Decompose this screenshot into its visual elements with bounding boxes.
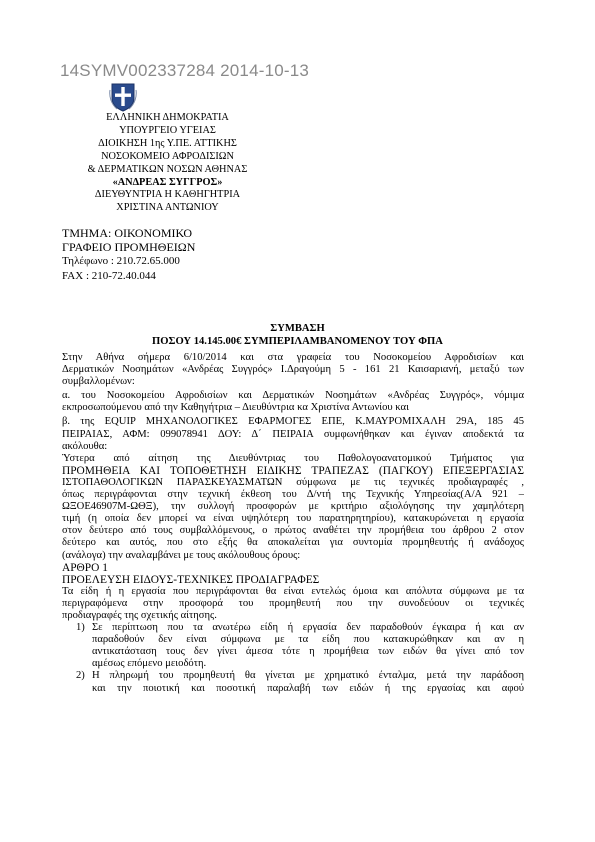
department-block bbox=[62, 226, 195, 283]
paragraph-line: ΠΡΟΜΗΘΕΙΑ ΚΑΙ ΤΟΠΟΘΕΤΗΣΗ ΕΙΔΙΚΗΣ ΤΡΑΠΕΖΑΣ (ΠΑΓΚΟΥ) ΕΠΕΞΕΡΓΑΣΙΑΣ bbox=[62, 464, 524, 477]
article-title: ΠΡΟΕΛΕΥΣΗ ΕΙΔΟΥΣ-ΤΕΧΝΙΚΕΣ ΠΡΟΔΙΑΓΡΑΦΕΣ bbox=[62, 573, 320, 586]
body-line: Δερματικών Νοσημάτων «Ανδρέας Συγγρός» Ι.Δραγούμη 5 - 161 21 Καισαριανή, μεταξύ των bbox=[62, 364, 524, 376]
department-phone: Τηλέφωνο : 210.72.65.000 bbox=[62, 255, 180, 268]
paragraph-line: (ανάλογα) την αναλαμβάνει με τους ακόλουθους όρους: bbox=[62, 549, 301, 561]
party-b-line: ΠΕΙΡΑΙΑΣ, ΑΦΜ: 099078941 ΔΟΥ: Δ΄ ΠΕΙΡΑΙΑ συμφωνήθηκαν και έγιναν αποδεκτά τα bbox=[62, 428, 524, 440]
header-line: ΧΡΙΣΤΙΝΑ ΑΝΤΩΝΙΟΥ bbox=[116, 202, 219, 214]
list-item-line: αμέσως επόμενο μειοδότη. bbox=[92, 658, 207, 670]
paragraph-line: ΙΣΤΟΠΑΘΟΛΟΓΙΚΩΝ ΠΑΡΑΣΚΕΥΑΣΜΑΤΩΝ σύμφωνα με τις τεχνικές προδιαγραφές , bbox=[62, 476, 524, 488]
party-a-line: α. του Νοσοκομείου Αφροδισίων και Δερματικών Νοσημάτων «Ανδρέας Συγγρός», νόμιμα bbox=[62, 390, 524, 402]
document-id-stamp: 14SYMV002337284 2014-10-13 bbox=[60, 61, 310, 80]
contract-title: ΣΥΜΒΑΣΗ bbox=[270, 323, 325, 334]
contract-body bbox=[62, 352, 524, 695]
department-line: ΤΜΗΜΑ: ΟΙΚΟΝΟΜΙΚΟ bbox=[62, 226, 193, 240]
paragraph-line: όπως περιγράφονται στην τεχνική έκθεση του Δ/ντή της Τεχνικής Υπηρεσίας(Α/Α 921 – bbox=[62, 489, 524, 501]
paragraph-line: Ύστερα από αίτηση της Διευθύντριας του Παθολογοανατομικού Τμήματος για bbox=[62, 452, 524, 464]
department-line: ΓΡΑΦΕΙΟ ΠΡΟΜΗΘΕΙΩΝ bbox=[62, 240, 196, 255]
paragraph-line: ΩΞΟΕ46907Μ-ΩΘΞ), την συλλογή προσφορών με κριτήριο αξιολόγησης την χαμηλότερη bbox=[62, 501, 524, 513]
header-line: ΔΙΟΙΚΗΣΗ 1ης Υ.ΠΕ. ΑΤΤΙΚΗΣ bbox=[98, 137, 237, 149]
paragraph-line: δεύτερο και αυτός, που στο εξής θα αποκαλείται για συντομία προμηθευτής ή ανάδοχος bbox=[62, 537, 524, 549]
list-item bbox=[62, 670, 524, 694]
contract-amount-title: ΠΟΣΟΥ 14.145.00€ ΣΥΜΠΕΡΙΛΑΜΒΑΝΟΜΕΝΟΥ ΤΟΥ ΦΠΑ bbox=[152, 336, 443, 347]
list-item-number: 2) bbox=[76, 670, 85, 682]
article-line: περιγραφόμενα στην προσφορά του προμηθευτή που την συνοδεύουν οι τεχνικές bbox=[62, 597, 524, 609]
paragraph-line: στον δεύτερο από τους συμβαλλόμενους, ο πρώτος αναθέτει την προμήθεια του άρθρου 2 στον bbox=[62, 525, 524, 537]
list-item-line: Η πληρωμή του προμηθευτή θα γίνεται με χρηματικό ένταλμα, μετά την παράδοση bbox=[92, 670, 524, 682]
header-line: ΥΠΟΥΡΓΕΙΟ ΥΓΕΙΑΣ bbox=[119, 124, 216, 136]
department-fax: FAX : 210-72.40.044 bbox=[62, 269, 156, 282]
party-b-line: ακόλουθα: bbox=[62, 440, 108, 452]
list-item-number: 1) bbox=[76, 622, 85, 634]
body-line: Στην Αθήνα σήμερα 6/10/2014 και στα γραφεία του Νοσοκομείου Αφροδισίων και bbox=[62, 352, 524, 363]
list-item-line: παραδοθούν δεν είναι σύμφωνα με τα είδη που κατακυρώθηκαν και αν η bbox=[92, 634, 524, 646]
article-heading: ΑΡΘΡΟ 1 bbox=[62, 561, 108, 574]
article-line: Τα είδη ή η εργασία που περιγράφονται θα είναι εντελώς όμοια και απόλυτα σύμφωνα με τα bbox=[62, 585, 524, 597]
paragraph-line: τιμή (η οποία δεν μπορεί να είναι υψηλότερη του παρατηρητηρίου), κατακυρώνεται η εργασία bbox=[62, 513, 524, 525]
party-b-line: β. της EQUIP ΜΗΧΑΝΟΛΟΓΙΚΕΣ ΕΦΑΡΜΟΓΕΣ ΕΠΕ, Κ.ΜΑΥΡΟΜΙΧΑΛΗ 29Α, 185 45 bbox=[62, 416, 524, 428]
list-item bbox=[62, 622, 524, 670]
article-line: προδιαγραφές της σχετικής αίτησης. bbox=[62, 609, 217, 621]
header-line: ΕΛΛΗΝΙΚΗ ΔΗΜΟΚΡΑΤΙΑ bbox=[106, 112, 229, 123]
header-line: ΝΟΣΟΚΟΜΕΙΟ ΑΦΡΟΔΙΣΙΩΝ bbox=[101, 150, 234, 162]
list-item-line: και την ποιοτική και ποσοτική παραλαβή των ειδών ή της εργασίας και αφού bbox=[92, 682, 524, 694]
header-line: ΔΙΕΥΘΥΝΤΡΙΑ Η ΚΑΘΗΓΗΤΡΙΑ bbox=[94, 189, 241, 201]
party-a-line: εκπροσωπούμενου από την Καθηγήτρια – Διευθύντρια κα Χριστίνα Αντωνίου και bbox=[62, 402, 409, 414]
list-item-line: Σε περίπτωση που τα ανωτέρω είδη ή εργασία δεν παραδοθούν έγκαιρα ή και αν bbox=[92, 622, 524, 634]
header-line: «ΑΝΔΡΕΑΣ ΣΥΓΓΡΟΣ» bbox=[112, 176, 223, 188]
greek-coat-of-arms-icon bbox=[109, 82, 137, 112]
header-line: & ΔΕΡΜΑΤΙΚΩΝ ΝΟΣΩΝ ΑΘΗΝΑΣ bbox=[87, 163, 248, 175]
body-line: συμβαλλομένων: bbox=[62, 376, 135, 388]
list-item-line: αντικατάσταση τους δεν γίνει άμεσα τότε η προμήθεια των ειδών θα γίνει από τον bbox=[92, 646, 524, 658]
institution-header bbox=[60, 112, 275, 215]
